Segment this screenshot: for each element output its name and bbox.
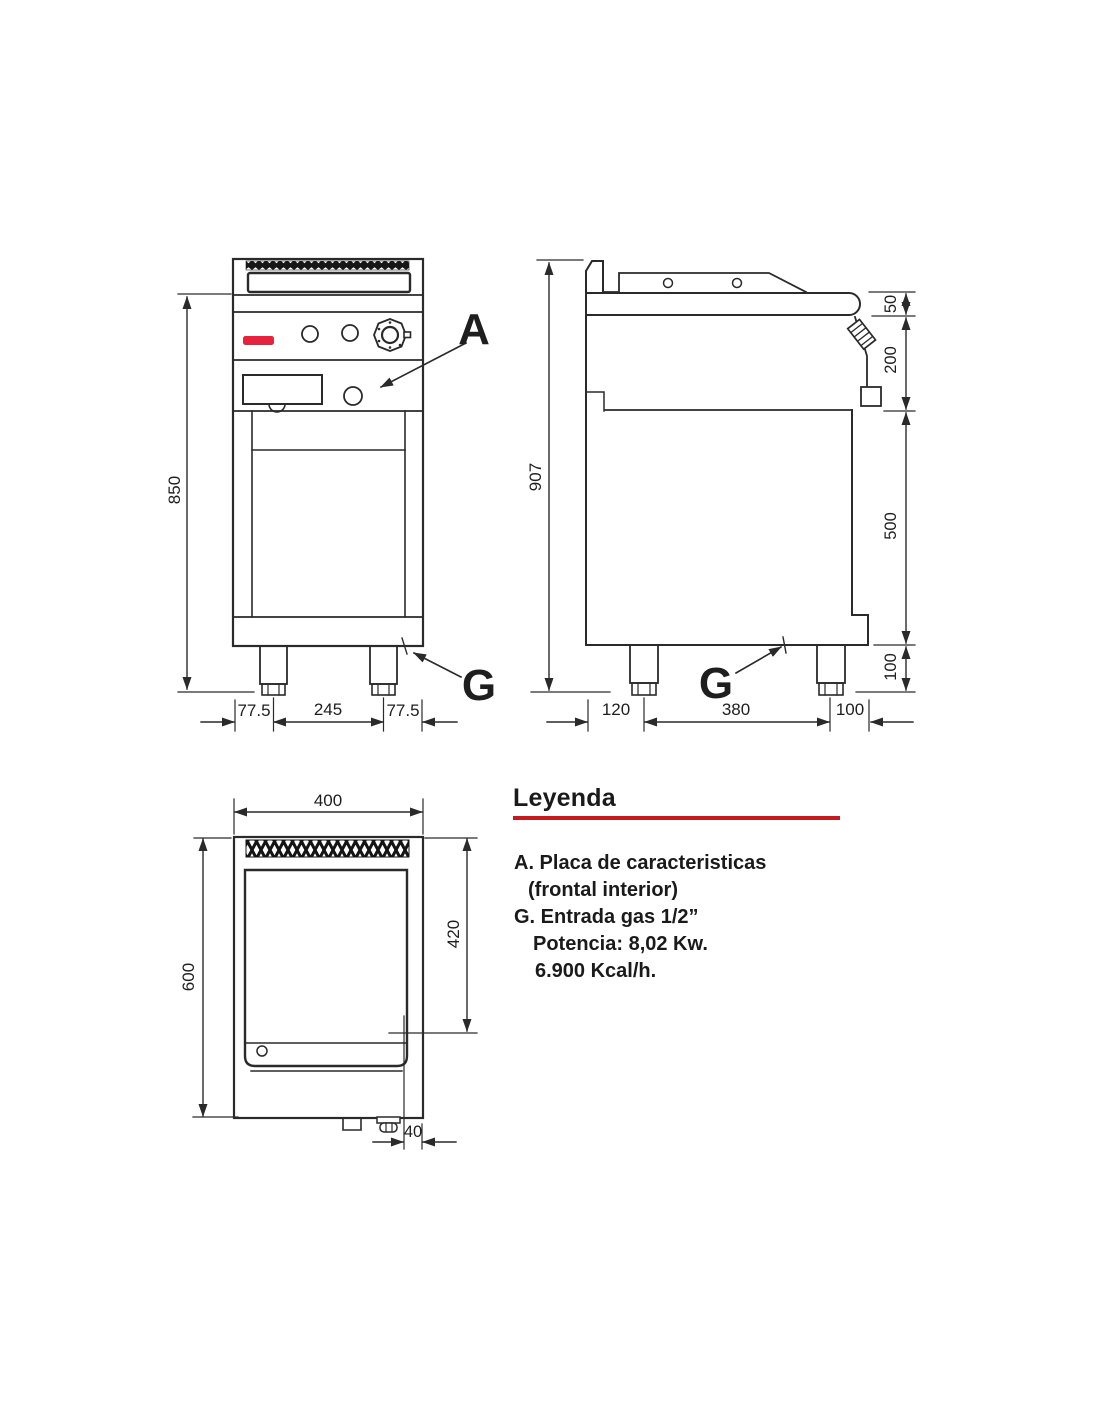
legend-item-a-detail: (frontal interior) (528, 879, 678, 901)
top-grate-band (246, 840, 409, 857)
top-dim-depth (193, 838, 238, 1117)
front-grill-grate (246, 261, 409, 270)
legend-items (513, 850, 873, 985)
front-dim-bottom-center-label: 245 (313, 700, 343, 719)
top-dim-plate-depth (389, 838, 477, 1033)
pilot-hole-left (302, 326, 318, 342)
side-plate-hole-1 (664, 279, 673, 288)
front-leg-right (370, 646, 397, 695)
legend-title: Leyenda (513, 784, 616, 812)
top-view (193, 799, 477, 1149)
top-dim-depth-label: 600 (179, 962, 198, 992)
front-callout-g: G (461, 661, 497, 710)
legend (513, 784, 873, 985)
side-view-labels (526, 295, 900, 719)
top-outline (234, 837, 423, 1118)
front-dim-height (178, 294, 254, 692)
side-callout-g-arrow (736, 637, 786, 673)
side-dim-100v-label: 100 (882, 653, 900, 681)
top-dim-width-label: 400 (313, 791, 343, 810)
side-grill-plate-profile (603, 273, 806, 292)
side-dim-380-label: 380 (721, 700, 751, 719)
side-back-panel (586, 261, 603, 645)
side-knob-profile (848, 319, 876, 349)
side-leg-front (817, 645, 845, 695)
pilot-hole-right (342, 325, 358, 341)
side-dim-50-label: 50 (882, 294, 900, 314)
side-plate-hole-2 (733, 279, 742, 288)
side-dim-100h-label: 100 (835, 700, 865, 719)
piezo-button (344, 387, 362, 405)
side-callout-g: G (698, 659, 734, 708)
top-gas-connector (377, 1117, 400, 1132)
legend-item-power-kw: Potencia: 8,02 Kw. (533, 933, 708, 955)
side-body-outline (587, 410, 868, 645)
side-worktop (587, 293, 860, 315)
side-leg-rear (630, 645, 658, 695)
front-leg-left (260, 646, 287, 695)
legend-item-a: A. Placa de caracteristicas (514, 852, 767, 874)
side-dim-500-label: 500 (882, 512, 900, 540)
control-knob (374, 319, 411, 351)
front-view (178, 259, 466, 731)
side-gas-valve-box (861, 387, 881, 406)
side-back-notch (586, 392, 604, 411)
legend-item-power-kcal: 6.900 Kcal/h. (535, 960, 657, 982)
top-rear-tab (343, 1118, 361, 1130)
front-callout-a: A (458, 305, 490, 354)
side-dim-height-label: 907 (526, 462, 545, 492)
front-grill-lip (248, 273, 410, 292)
legend-underline (513, 816, 840, 820)
front-drawer (243, 375, 322, 404)
legend-item-g: G. Entrada gas 1/2” (514, 906, 699, 928)
top-dim-gas-offset-label: 40 (403, 1123, 423, 1141)
side-dim-120-label: 120 (601, 700, 631, 719)
side-dim-200-label: 200 (882, 346, 900, 374)
top-dim-plate-depth-label: 420 (444, 919, 463, 949)
front-view-labels (165, 305, 496, 720)
front-callout-g-arrow (402, 638, 461, 677)
top-drain-hole (257, 1046, 267, 1056)
brand-logo (243, 336, 274, 345)
top-grill-plate (245, 870, 407, 1066)
front-dim-bottom-right-label: 77.5 (386, 701, 420, 720)
front-cabinet-outline (233, 259, 423, 646)
front-dim-height-label: 850 (165, 475, 184, 505)
front-dim-bottom-left-label: 77.5 (237, 701, 271, 720)
